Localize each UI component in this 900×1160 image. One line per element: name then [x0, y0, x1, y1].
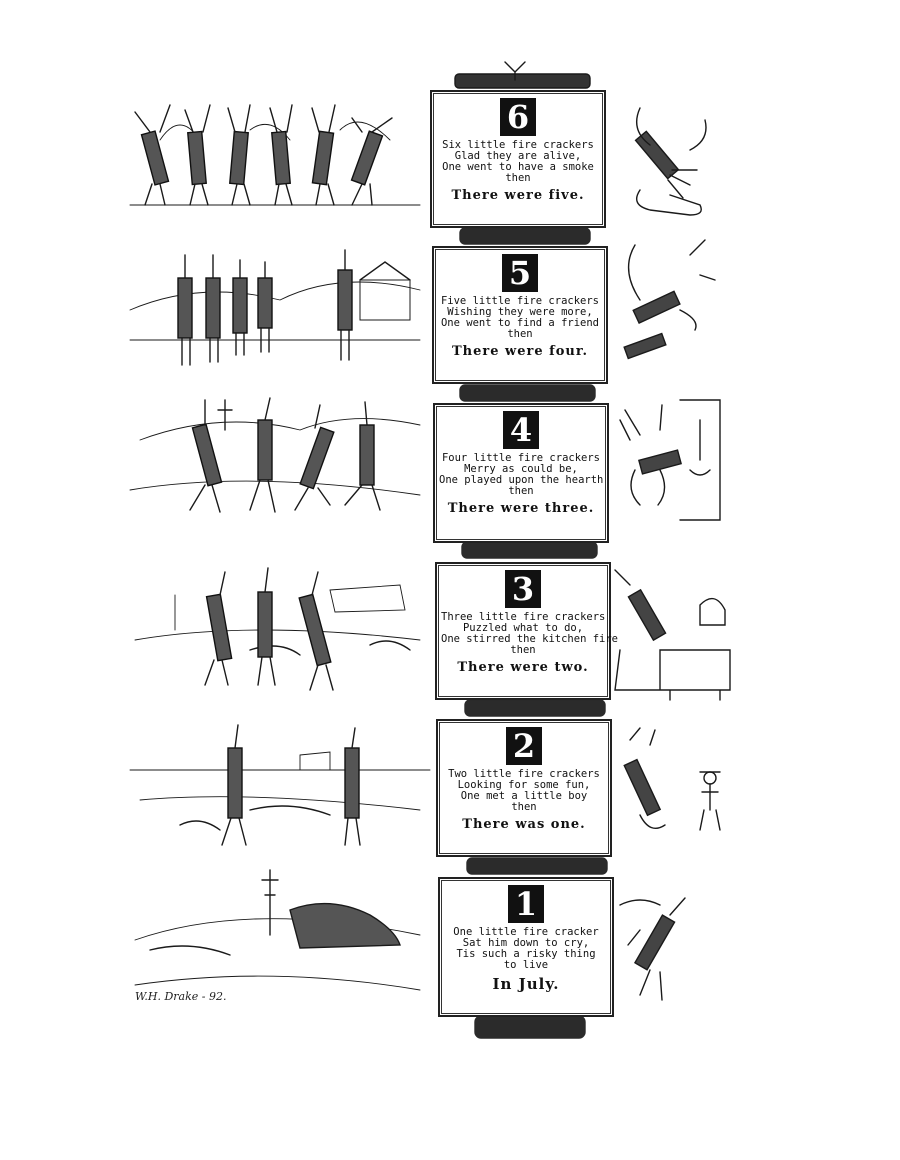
three-crackers-scene	[135, 585, 420, 655]
five-crackers-scene	[130, 262, 420, 340]
cracker-in-kitchen-fire-icon	[615, 570, 730, 700]
verse-line: Merry as could be,	[464, 463, 578, 475]
cracker-exploding-icon	[624, 240, 715, 358]
verse-line: Three little fire crackers	[441, 611, 606, 623]
verse-line: One went to find a friend	[440, 317, 600, 329]
verse-line: Puzzled what to do,	[462, 622, 584, 634]
verse-panel-4	[433, 403, 609, 543]
verse-line: Tis such a risky thing	[456, 948, 596, 960]
cracker-bundle-top-icon	[455, 62, 590, 88]
panel-number-5: 5	[502, 254, 538, 292]
verse-line: One met a little boy	[460, 790, 588, 802]
verse-line: Wishing they were more,	[447, 306, 593, 318]
verse-line: One stirred the kitchen fire	[441, 633, 619, 645]
panel-number-2: 2	[506, 727, 542, 765]
panel-number-4: 4	[503, 411, 539, 449]
verse-line: then	[507, 328, 533, 340]
verse-line: One little fire cracker	[453, 926, 599, 938]
panel-number-1: 1	[508, 885, 544, 923]
cracker-and-little-boy-icon	[624, 728, 720, 830]
one-cracker-landscape-scene	[135, 870, 420, 990]
four-crackers-scene	[130, 400, 420, 495]
two-crackers-scene	[130, 752, 430, 830]
crying-cracker-icon	[620, 898, 685, 1000]
verse-panel-2	[436, 719, 612, 857]
verse-line: Six little fire crackers	[442, 139, 594, 151]
verse-panel-3	[435, 562, 619, 700]
verse-line: then	[510, 644, 536, 656]
verse-line: Four little fire crackers	[441, 452, 601, 464]
panel-number-6: 6	[500, 98, 536, 136]
verse-panel-5	[432, 246, 608, 384]
verse-last-line: There were two.	[457, 660, 589, 675]
cracker-exploding-icon	[636, 108, 706, 215]
verse-panel-6	[430, 90, 606, 228]
panel-number-3: 3	[505, 570, 541, 608]
verse-last-line: There were four.	[451, 344, 589, 359]
verse-line: Looking for some fun,	[457, 779, 591, 791]
verse-line: One played upon the hearth	[439, 474, 604, 486]
verse-line: Glad they are alive,	[454, 150, 582, 162]
verse-last-line: There were five.	[451, 188, 585, 203]
verse-line: One went to have a smoke	[442, 161, 594, 173]
cracker-on-hearth-icon	[620, 400, 720, 520]
verse-line: Five little fire crackers	[440, 295, 600, 307]
verse-line: Two little fire crackers	[448, 768, 600, 780]
verse-line: to live	[503, 959, 549, 971]
verse-last-line: In July.	[492, 975, 560, 993]
verse-last-line: There were three.	[447, 501, 595, 516]
verse-line: then	[505, 172, 531, 184]
verse-line: then	[511, 801, 537, 813]
verse-line: Sat him down to cry,	[462, 937, 590, 949]
verse-line: then	[508, 485, 534, 497]
artist-signature: W.H. Drake - 92.	[135, 990, 227, 1003]
verse-last-line: There was one.	[462, 817, 586, 832]
verse-panel-1	[438, 877, 614, 1017]
